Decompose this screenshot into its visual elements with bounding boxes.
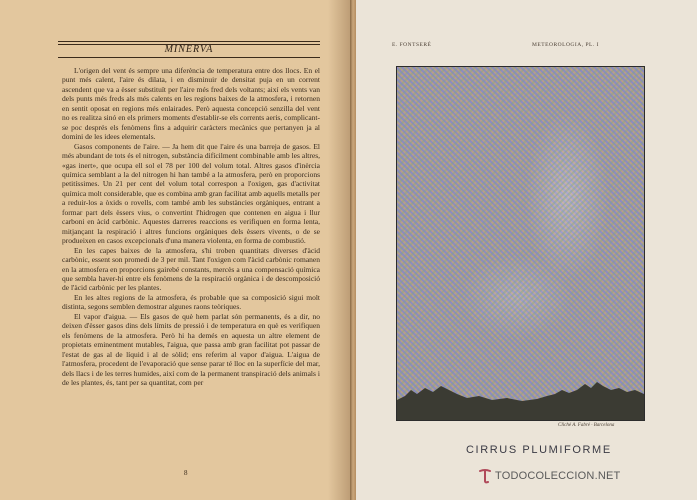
left-page-body: [62, 66, 320, 387]
watermark-text: TODOCOLECCION.NET: [495, 470, 621, 482]
paragraph: Gasos components de l'aire. — Ja hem dit que l'aire és una barreja de gasos. El més abundant de tots és el nitrogen, substància difícilment combinable amb les altres, «gas inert», que ocupa ell sol el 78 per 100 del volum total. Altres gasos d'inèrcia química semblant a la del nitrogen hi han també a la atmosfera, però en proporcions petitíssimes. Un 21 per cent del volum total correspon a l'oxigen, gas d'activitat química molt considerable, que es combina amb gran facilitat amb aquells metalls per a reduir-los a òxids o rovells, com també amb les substàncies orgàniques, entrant a formar part dels èssers vius, o convertint l'hidrogen que contenen en aigua i llur carboni en àcid carbònic. Aquestes darreres reaccions es verifiquen en forma lenta, mitjançant la respiració i altres funcions orgàniques dels èssers vivents, o de se produeixen en casos excepcionals d'una manera violenta, en forma de combustió.: [62, 141, 320, 246]
page-number: 8: [184, 469, 188, 477]
paragraph: En les capes baixes de la atmosfera, s'hi troben quantitats diverses d'àcid carbònic, essent son promedi de 3 per mil. Tant l'oxigen com l'àcid carbònic romanen en la atmosfera en proporcions gairebé constants, mercès a una compensació química que sembla haver-hi entre els fenòmens de la respiració orgànica i de descomposició de l'àcid carbònic per les plantes.: [62, 245, 320, 293]
running-head-section: METEOROLOGIA, PL. I: [532, 42, 599, 48]
todocoleccion-logo-icon: [478, 468, 492, 484]
cloud-photo-plate: [396, 66, 645, 421]
watermark: [478, 466, 620, 486]
paragraph: En les altes regions de la atmosfera, és probable que sa composició sigui molt distinta, segons semblen demostrar algunes raons teòriques.: [62, 292, 320, 312]
landscape-silhouette: [397, 360, 644, 420]
running-head-minerva: MINERVA: [164, 44, 214, 55]
running-head-author: E. FONTSERÉ: [392, 42, 432, 48]
header-rule-top: [58, 41, 320, 42]
paragraph: L'origen del vent és sempre una diferència de temperatura entre dos llocs. En el punt més calent, l'aire és dilata, i en disminuir de densitat puja en un corrent ascendent que va a èsser substituït per l'aire més fred dels voltants; així els vents van dels punts més freds als més calents en les regions baixes de la atmosfera, i retornen en sentit oposat en regions més enlairades. Però aquesta concepció senzilla del vent no es realitza sinó en els primers moments d'establir-se els corrents aeris, complicant-se poc després els fenòmens fins a adquirir caràcters mecànics que pertanyen ja al domini de les idees elementals.: [62, 66, 320, 142]
plate-caption: CIRRUS PLUMIFORME: [466, 444, 612, 456]
header-rule-bottom: [58, 57, 320, 58]
photo-credit: Cliché A. Fabré · Barcelona: [558, 423, 615, 428]
paragraph: El vapor d'aigua. — Els gasos de què hem parlat són permanents, és a dir, no deixen d'èsser gasos dins dels límits de pressió i de temperatura en què es verifiquen els fenòmens de la atmosfera. Però hi ha demés en aquesta un altre element de propietats eminentment mutables, l'aigua, que passa amb gran facilitat pot passar de l'estat de gas al de líquid i al de sòlid; ens referim al vapor d'aigua. L'aigua de l'atmosfera, procedent de l'evaporació que sense parar té lloc en la superfície del mar, dels llacs i de les terres humides, així com de la permanent transpiració dels animals i de les plantes, és, tant per sa quantitat, com per: [62, 311, 320, 387]
